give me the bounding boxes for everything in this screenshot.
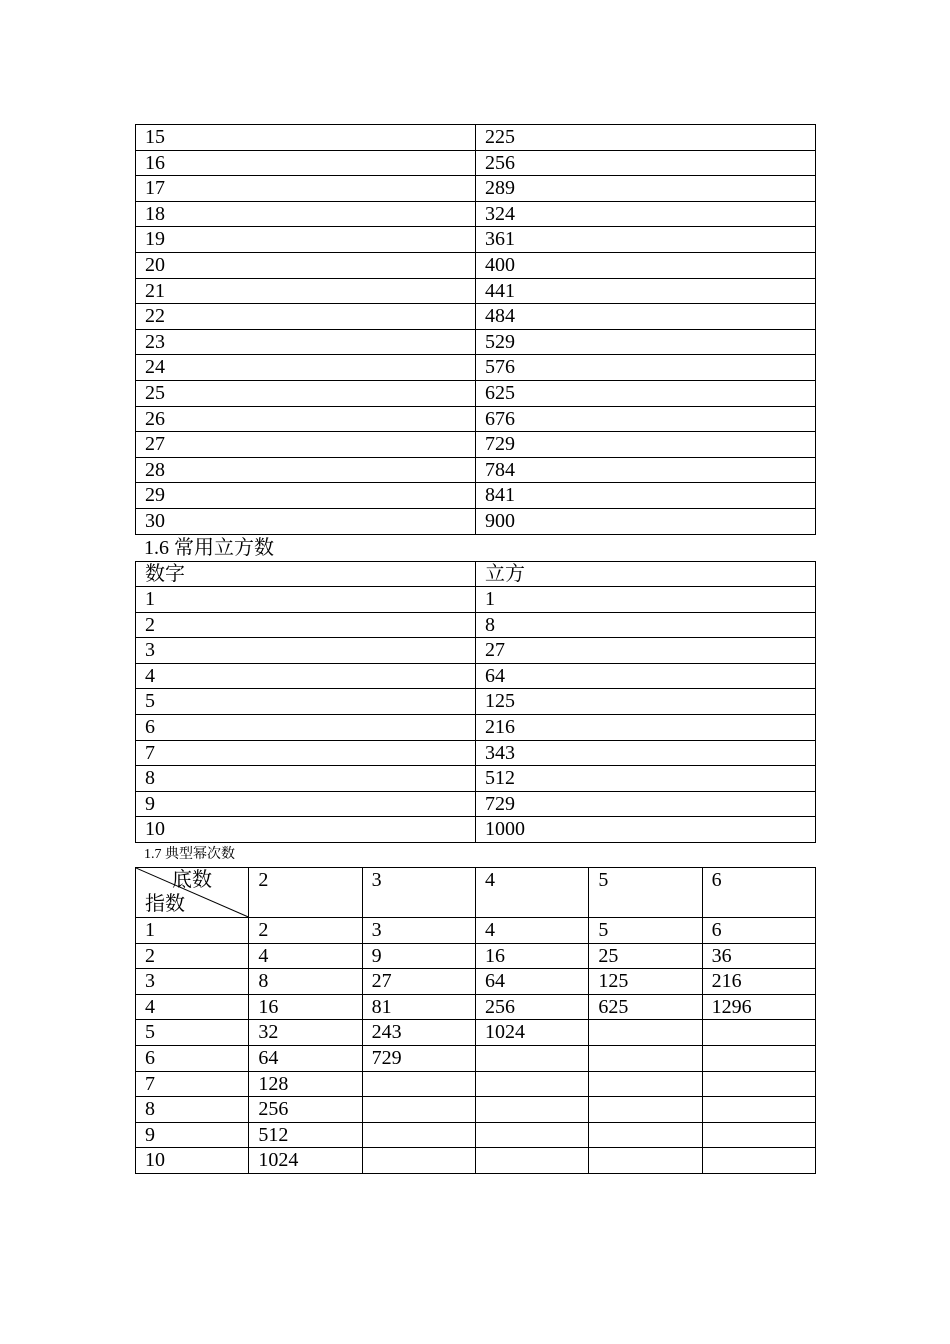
powers-row <box>136 994 816 1020</box>
powers-row <box>136 1148 816 1174</box>
exponent-cell: 4 <box>136 994 249 1020</box>
number-cell: 23 <box>136 329 476 355</box>
cubes-row <box>136 791 816 817</box>
number-cell: 28 <box>136 457 476 483</box>
square-cell: 256 <box>476 150 816 176</box>
power-cell: 1296 <box>702 994 815 1020</box>
cube-cell: 27 <box>476 638 816 664</box>
power-cell <box>702 1148 815 1174</box>
power-cell <box>589 1071 702 1097</box>
powers-heading: 1.7 典型幂次数 <box>144 847 235 863</box>
squares-row <box>136 227 816 253</box>
base-header-cell: 4 <box>475 868 588 918</box>
cubes-heading: 1.6 常用立方数 <box>144 536 274 559</box>
number-cell: 21 <box>136 278 476 304</box>
power-cell: 32 <box>249 1020 362 1046</box>
number-cell: 26 <box>136 406 476 432</box>
squares-row <box>136 176 816 202</box>
cubes-row <box>136 638 816 664</box>
power-cell: 216 <box>702 969 815 995</box>
power-cell <box>362 1071 475 1097</box>
number-cell: 3 <box>136 638 476 664</box>
powers-table <box>135 867 816 1174</box>
number-cell: 25 <box>136 380 476 406</box>
number-cell: 22 <box>136 304 476 330</box>
power-cell: 512 <box>249 1122 362 1148</box>
number-cell: 1 <box>136 587 476 613</box>
powers-corner-cell <box>136 868 249 918</box>
power-cell: 1024 <box>249 1148 362 1174</box>
square-cell: 361 <box>476 227 816 253</box>
power-cell: 25 <box>589 943 702 969</box>
number-cell: 24 <box>136 355 476 381</box>
number-cell: 17 <box>136 176 476 202</box>
power-cell <box>362 1097 475 1123</box>
power-cell <box>702 1122 815 1148</box>
square-cell: 729 <box>476 432 816 458</box>
squares-row <box>136 304 816 330</box>
cube-cell: 343 <box>476 740 816 766</box>
number-cell: 19 <box>136 227 476 253</box>
power-cell: 2 <box>249 918 362 944</box>
cubes-header-row <box>136 561 816 587</box>
exponent-cell: 1 <box>136 918 249 944</box>
powers-row <box>136 1097 816 1123</box>
power-cell: 6 <box>702 918 815 944</box>
exponent-cell: 7 <box>136 1071 249 1097</box>
power-cell: 4 <box>249 943 362 969</box>
number-cell: 29 <box>136 483 476 509</box>
number-cell: 16 <box>136 150 476 176</box>
power-cell <box>475 1148 588 1174</box>
square-cell: 784 <box>476 457 816 483</box>
square-cell: 225 <box>476 125 816 151</box>
cube-cell: 64 <box>476 663 816 689</box>
number-cell: 4 <box>136 663 476 689</box>
power-cell: 256 <box>249 1097 362 1123</box>
power-cell: 16 <box>475 943 588 969</box>
squares-row <box>136 508 816 534</box>
power-cell: 81 <box>362 994 475 1020</box>
cube-cell: 125 <box>476 689 816 715</box>
square-cell: 841 <box>476 483 816 509</box>
squares-row <box>136 150 816 176</box>
base-header-cell: 5 <box>589 868 702 918</box>
power-cell: 625 <box>589 994 702 1020</box>
power-cell <box>589 1122 702 1148</box>
power-cell: 9 <box>362 943 475 969</box>
power-cell <box>589 1148 702 1174</box>
power-cell <box>702 1046 815 1072</box>
power-cell <box>702 1097 815 1123</box>
squares-row <box>136 406 816 432</box>
number-cell: 10 <box>136 817 476 843</box>
squares-row <box>136 380 816 406</box>
squares-row <box>136 432 816 458</box>
square-cell: 625 <box>476 380 816 406</box>
cubes-row <box>136 587 816 613</box>
number-cell: 2 <box>136 612 476 638</box>
square-cell: 576 <box>476 355 816 381</box>
power-cell: 125 <box>589 969 702 995</box>
powers-row <box>136 1071 816 1097</box>
power-cell: 27 <box>362 969 475 995</box>
cube-cell: 729 <box>476 791 816 817</box>
power-cell: 16 <box>249 994 362 1020</box>
squares-row <box>136 201 816 227</box>
document-page <box>135 124 816 1174</box>
square-cell: 529 <box>476 329 816 355</box>
square-cell: 441 <box>476 278 816 304</box>
power-cell: 729 <box>362 1046 475 1072</box>
number-cell: 15 <box>136 125 476 151</box>
squares-row <box>136 457 816 483</box>
power-cell <box>589 1097 702 1123</box>
power-cell: 3 <box>362 918 475 944</box>
cubes-header-number: 数字 <box>136 561 476 587</box>
power-cell <box>475 1097 588 1123</box>
exponent-cell: 5 <box>136 1020 249 1046</box>
squares-row <box>136 278 816 304</box>
cube-cell: 1 <box>476 587 816 613</box>
base-header-cell: 3 <box>362 868 475 918</box>
powers-row <box>136 969 816 995</box>
squares-row <box>136 329 816 355</box>
power-cell: 64 <box>475 969 588 995</box>
number-cell: 8 <box>136 766 476 792</box>
cubes-table-body <box>136 561 816 843</box>
base-header-cell: 2 <box>249 868 362 918</box>
squares-table-body <box>136 125 816 535</box>
power-cell: 8 <box>249 969 362 995</box>
power-cell: 256 <box>475 994 588 1020</box>
squares-row <box>136 252 816 278</box>
number-cell: 27 <box>136 432 476 458</box>
power-cell: 4 <box>475 918 588 944</box>
number-cell: 9 <box>136 791 476 817</box>
exponent-cell: 2 <box>136 943 249 969</box>
number-cell: 20 <box>136 252 476 278</box>
number-cell: 5 <box>136 689 476 715</box>
powers-row <box>136 1020 816 1046</box>
square-cell: 289 <box>476 176 816 202</box>
power-cell <box>475 1071 588 1097</box>
power-cell <box>362 1122 475 1148</box>
exponent-cell: 8 <box>136 1097 249 1123</box>
number-cell: 7 <box>136 740 476 766</box>
cube-cell: 512 <box>476 766 816 792</box>
cubes-row <box>136 715 816 741</box>
power-cell <box>702 1020 815 1046</box>
square-cell: 484 <box>476 304 816 330</box>
exponent-cell: 3 <box>136 969 249 995</box>
number-cell: 6 <box>136 715 476 741</box>
cubes-row <box>136 766 816 792</box>
powers-header-row <box>136 868 816 918</box>
squares-table <box>135 124 816 535</box>
squares-row <box>136 355 816 381</box>
corner-label-base: 底数 <box>172 869 212 892</box>
power-cell: 36 <box>702 943 815 969</box>
power-cell: 1024 <box>475 1020 588 1046</box>
square-cell: 676 <box>476 406 816 432</box>
cube-cell: 1000 <box>476 817 816 843</box>
corner-label-exponent: 指数 <box>145 893 185 916</box>
power-cell: 64 <box>249 1046 362 1072</box>
cube-cell: 8 <box>476 612 816 638</box>
number-cell: 18 <box>136 201 476 227</box>
cubes-row <box>136 689 816 715</box>
exponent-cell: 9 <box>136 1122 249 1148</box>
square-cell: 900 <box>476 508 816 534</box>
square-cell: 400 <box>476 252 816 278</box>
cubes-row <box>136 817 816 843</box>
exponent-cell: 6 <box>136 1046 249 1072</box>
cubes-row <box>136 663 816 689</box>
square-cell: 324 <box>476 201 816 227</box>
power-cell: 128 <box>249 1071 362 1097</box>
exponent-cell: 10 <box>136 1148 249 1174</box>
power-cell <box>589 1020 702 1046</box>
powers-row <box>136 943 816 969</box>
squares-row <box>136 125 816 151</box>
cubes-header-cube: 立方 <box>476 561 816 587</box>
cubes-table <box>135 561 816 844</box>
power-cell <box>475 1122 588 1148</box>
squares-row <box>136 483 816 509</box>
number-cell: 30 <box>136 508 476 534</box>
powers-row <box>136 918 816 944</box>
cubes-row <box>136 740 816 766</box>
power-cell <box>475 1046 588 1072</box>
power-cell: 5 <box>589 918 702 944</box>
powers-row <box>136 1046 816 1072</box>
powers-table-body <box>136 868 816 1174</box>
cube-cell: 216 <box>476 715 816 741</box>
power-cell <box>362 1148 475 1174</box>
power-cell <box>702 1071 815 1097</box>
powers-row <box>136 1122 816 1148</box>
cubes-row <box>136 612 816 638</box>
power-cell: 243 <box>362 1020 475 1046</box>
power-cell <box>589 1046 702 1072</box>
base-header-cell: 6 <box>702 868 815 918</box>
